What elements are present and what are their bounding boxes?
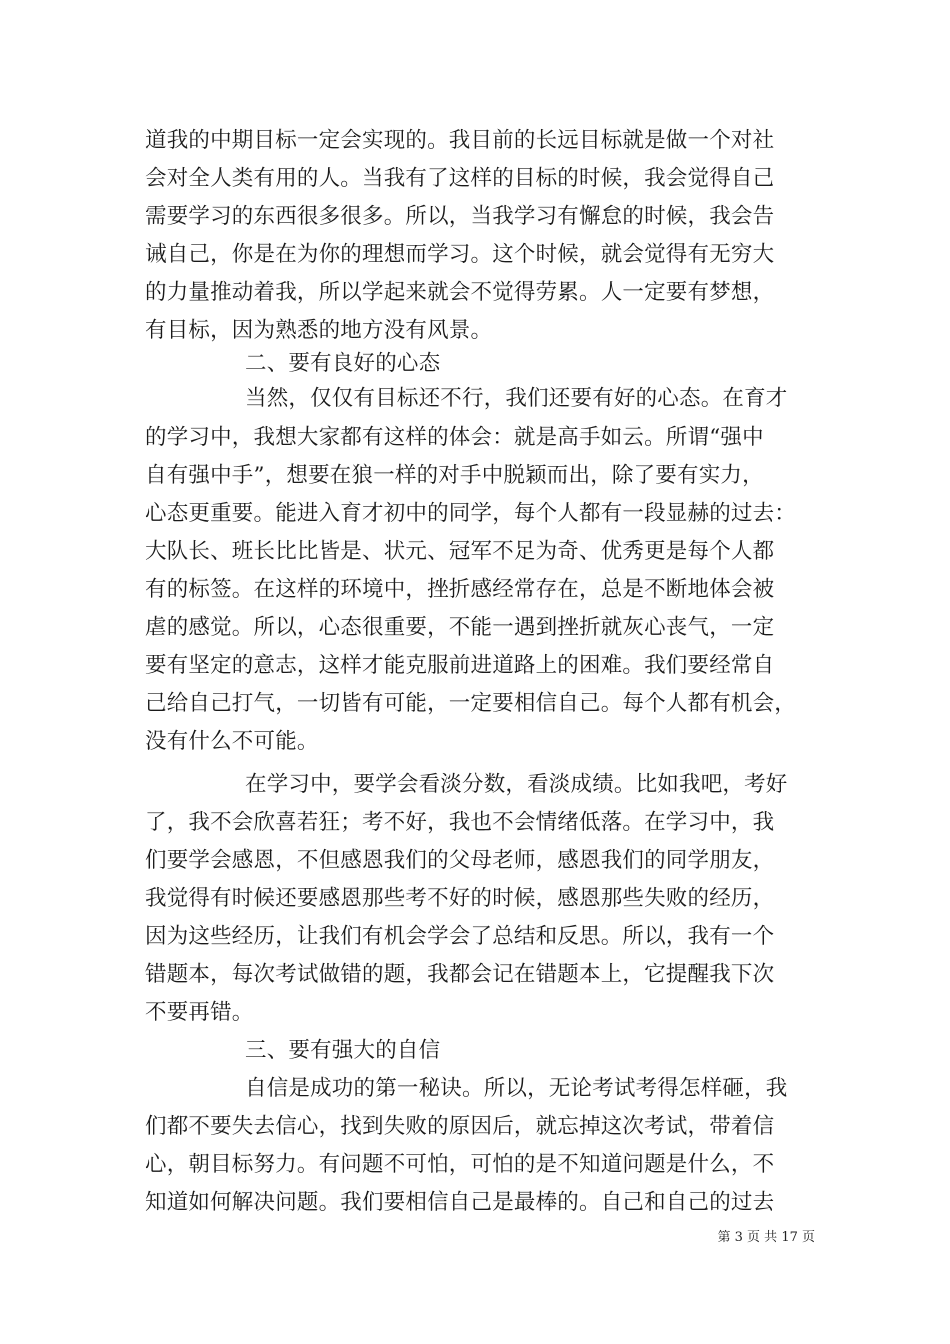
text-line: 自信是成功的第一秘诀。所以，无论考试考得怎样砸，我: [245, 1076, 788, 1101]
section-heading: 二、要有良好的心态: [245, 351, 441, 376]
text-line: 会对全人类有用的人。当我有了这样的目标的时候，我会觉得自己: [145, 166, 775, 191]
text-line: 己给自己打气，一切皆有可能，一定要相信自己。每个人都有机会，: [145, 691, 797, 716]
text-line: 自有强中手”，想要在狼一样的对手中脱颖而出，除了要有实力，: [145, 463, 764, 488]
text-line: 需要学习的东西很多很多。所以，当我学习有懈怠的时候，我会告: [145, 204, 775, 229]
text-line: 当然，仅仅有目标还不行，我们还要有好的心态。在育才: [245, 386, 788, 411]
text-line: 错题本，每次考试做错的题，我都会记在错题本上，它提醒我下次: [145, 962, 775, 987]
text-line: 要有坚定的意志，这样才能克服前进道路上的困难。我们要经常自: [145, 653, 775, 678]
text-line: 虐的感觉。所以，心态很重要，不能一遇到挫折就灰心丧气，一定: [145, 615, 775, 640]
text-line: 有的标签。在这样的环境中，挫折感经常存在，总是不断地体会被: [145, 577, 775, 602]
text-line: 心，朝目标努力。有问题不可怕，可怕的是不知道问题是什么，不: [145, 1152, 775, 1177]
text-line: 们要学会感恩，不但感恩我们的父母老师，感恩我们的同学朋友，: [145, 848, 775, 873]
text-line: 没有什么不可能。: [145, 729, 319, 754]
text-line: 知道如何解决问题。我们要相信自己是最棒的。自己和自己的过去: [145, 1190, 775, 1215]
text-line: 因为这些经历，让我们有机会学会了总结和反思。所以，我有一个: [145, 924, 775, 949]
text-line: 了，我不会欣喜若狂；考不好，我也不会情绪低落。在学习中，我: [145, 810, 775, 835]
page-number: 第 3 页 共 17 页: [717, 1230, 815, 1245]
text-line: 在学习中，要学会看淡分数，看淡成绩。比如我吧，考好: [245, 772, 788, 797]
text-line: 我觉得有时候还要感恩那些考不好的时候，感恩那些失败的经历，: [145, 886, 775, 911]
text-line: 不要再错。: [145, 1000, 254, 1025]
text-line: 有目标，因为熟悉的地方没有风景。: [145, 318, 493, 343]
section-heading: 三、要有强大的自信: [245, 1038, 441, 1063]
text-line: 的学习中，我想大家都有这样的体会：就是高手如云。所谓“强中: [145, 425, 764, 450]
text-line: 心态更重要。能进入育才初中的同学，每个人都有一段显赫的过去：: [145, 501, 797, 526]
text-line: 大队长、班长比比皆是、状元、冠军不足为奇、优秀更是每个人都: [145, 539, 775, 564]
text-line: 道我的中期目标一定会实现的。我目前的长远目标就是做一个对社: [145, 128, 775, 153]
text-line: 诫自己，你是在为你的理想而学习。这个时候，就会觉得有无穷大: [145, 242, 775, 267]
text-line: 的力量推动着我，所以学起来就会不觉得劳累。人一定要有梦想，: [145, 280, 775, 305]
text-line: 们都不要失去信心，找到失败的原因后，就忘掉这次考试，带着信: [145, 1114, 775, 1139]
